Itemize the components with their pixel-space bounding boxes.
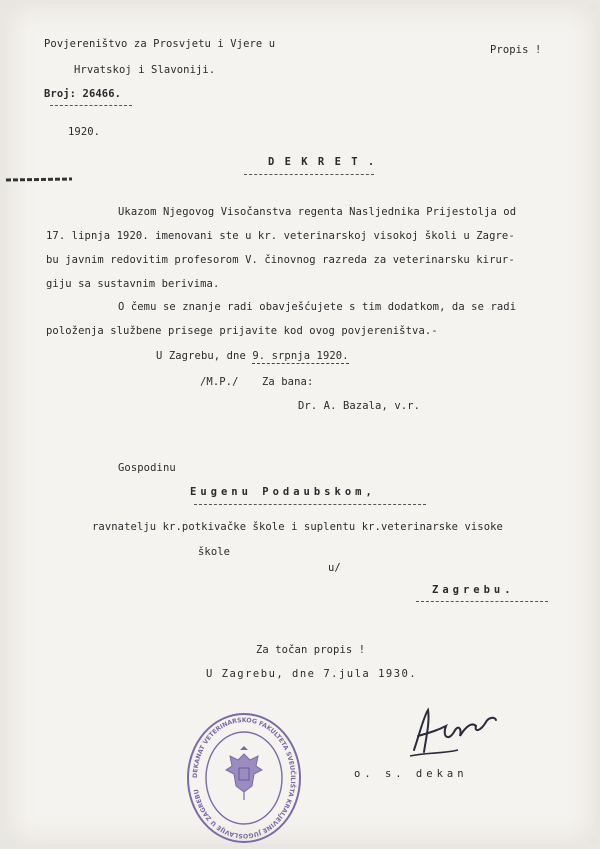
dekan-title: o. s. dekan: [354, 768, 468, 780]
decree-date: 9. srpnja 1920.: [252, 350, 349, 362]
broj-number: Broj: 26466.: [44, 88, 122, 100]
handwritten-signature: [398, 702, 508, 762]
recipient-city: Zagrebu.: [432, 584, 515, 596]
place-date-prefix: U Zagrebu, dne: [156, 350, 246, 362]
recipient-city-underline: [416, 601, 548, 602]
stamp-text-path: DEKANAT VETERINARSKOG FAKULTETA SVEUČILIŠTA KRALJEVINE JUGOSLAVIJE U ZAGREBU: [191, 716, 297, 840]
header-line-2: Hrvatskoj i Slavoniji.: [74, 64, 216, 76]
signer-name: Dr. A. Bazala, v.r.: [298, 400, 421, 412]
recipient-name: Eugenu Podaubskom,: [190, 486, 376, 498]
recipient-role-2: škole: [198, 546, 231, 558]
salutation: Gospodinu: [118, 462, 176, 474]
body-line-4: giju sa sustavnim berivima.: [46, 278, 220, 290]
document-title: D E K R E T .: [268, 156, 377, 168]
body-line-6: položenja službene prisege prijavite kod ovog povjereništva.-: [46, 325, 438, 337]
header-line-1: Povjereništvo za Prosvjetu i Vjere u: [44, 38, 276, 50]
za-bana: Za bana:: [262, 376, 314, 388]
header-year: 1920.: [68, 126, 101, 138]
title-underline: [244, 174, 374, 175]
recipient-role-1: ravnatelju kr.potkivačke škole i suplentu kr.veterinarske visoke: [92, 521, 503, 533]
broj-underline: [50, 105, 132, 106]
document-page: [6, 4, 596, 844]
body-line-1: Ukazom Njegovog Visočanstva regenta Nasljednika Prijestolja od: [118, 206, 517, 218]
mp-mark: /M.P./: [200, 376, 239, 388]
certification-line: Za točan propis !: [256, 644, 366, 656]
recipient-name-underline: [194, 504, 426, 505]
place-date-line: [156, 350, 349, 362]
body-line-3: bu javnim redovitim profesorom V. činovnog razreda za veterinarsku kirur-: [46, 254, 515, 266]
body-line-2: 17. lipnja 1920. imenovani ste u kr. veterinarskoj visokoj školi u Zagre-: [46, 230, 515, 242]
faculty-stamp: [186, 712, 302, 844]
fold-mark: [6, 176, 72, 184]
double-eagle-emblem: [226, 746, 262, 800]
body-line-5: O čemu se znanje radi obavješćujete s tim dodatkom, da se radi: [118, 301, 517, 313]
recipient-u: u/: [328, 562, 341, 574]
propis-label: Propis !: [490, 44, 542, 56]
certification-place-date: U Zagrebu, dne 7.jula 1930.: [206, 668, 418, 680]
